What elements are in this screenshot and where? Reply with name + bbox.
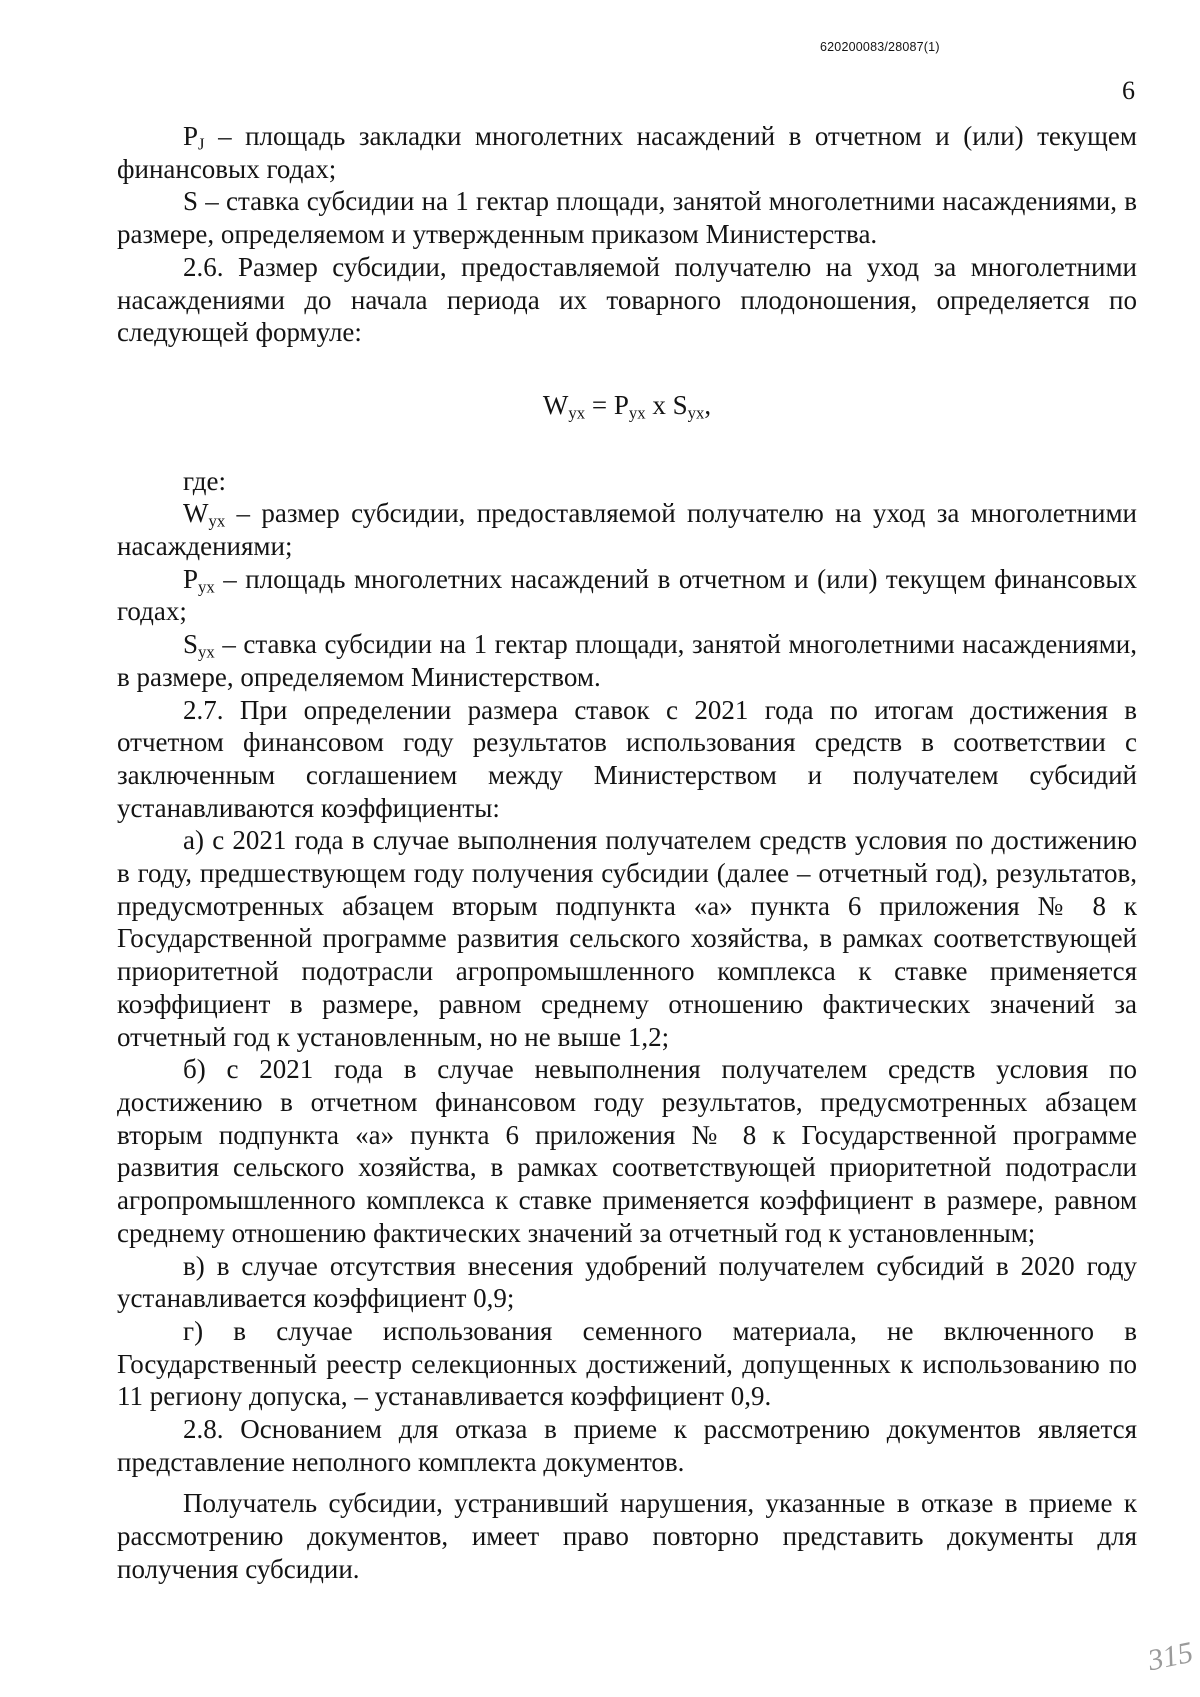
paragraph-item-b: б) с 2021 года в случае невыполнения получателем средств условия по достижению в отчетном финансовом году результатов, предусмотренных абзацем вторым подпункта «а» пункта 6 приложения № 8 к Государственной программе развития сельского хозяйства, в рамках соответствующей приоритетной подотрасли агропромышленного комплекса к ставке применяется коэффициент в размере, равном среднему отношению фактических значений за отчетный год к установленным;	[117, 1054, 1137, 1248]
formula-times: х	[645, 389, 673, 420]
formula-p-subscript: ух	[628, 403, 646, 423]
paragraph-text: – площадь закладки многолетних насаждений в отчетном и (или) текущем финансовых годах;	[117, 121, 1137, 184]
formula-s-subscript: ух	[687, 403, 705, 423]
paragraph-syx-definition	[117, 628, 1137, 693]
paragraph-text: – площадь многолетних насаждений в отчетном и (или) текущем финансовых годах;	[117, 563, 1137, 627]
paragraph-final: Получатель субсидии, устранивший нарушения, указанные в отказе в приеме к рассмотрению документов, имеет право повторно представить документы для получения субсидии.	[117, 1488, 1137, 1584]
formula	[117, 389, 1137, 422]
paragraph-item-a: а) с 2021 года в случае выполнения получателем средств условия по достижению в году, предшествующем году получения субсидии (далее – отчетный год), результатов, предусмотренных абзацем вторым подпункта «а» пункта 6 приложения № 8 к Государственной программе развития сельского хозяйства, в рамках соответствующей приоритетной подотрасли агропромышленного комплекса к ставке применяется коэффициент в размере, равном среднему отношению фактических значений за отчетный год к установленным, но не выше 1,2;	[117, 825, 1137, 1052]
var-p: P	[183, 563, 199, 594]
paragraph-item-g: г) в случае использования семенного материала, не включенного в Государственный реестр селекционных достижений, допущенных к использованию по 11 региону допуска, – устанавливается коэффициент 0,9.	[117, 1315, 1137, 1412]
paragraph-where: где:	[183, 465, 226, 496]
formula-s: S	[672, 389, 688, 420]
paragraph-pyx-definition	[117, 563, 1137, 628]
formula-w-subscript: ух	[568, 403, 586, 423]
paragraph-text: – размер субсидии, предоставляемой получателю на уход за многолетними насаждениями;	[117, 498, 1137, 562]
document-body	[117, 120, 1137, 1586]
formula-equals: =	[585, 389, 614, 420]
var-p: P	[183, 121, 199, 151]
paragraph-text: – ставка субсидии на 1 гектар площади, занятой многолетними насаждениями, в размере, определяемом Министерством.	[117, 629, 1137, 692]
var-w: W	[183, 498, 209, 529]
formula-p: P	[613, 389, 629, 420]
paragraph-2-7: 2.7. При определении размера ставок с 2021 года по итогам достижения в отчетном финансовом году результатов использования средств в соответствии с заключенным соглашением между Министерством и получателем субсидий устанавливаются коэффициенты:	[117, 694, 1137, 823]
paragraph-pj-definition	[117, 120, 1137, 185]
paragraph-2-8: 2.8. Основанием для отказа в приеме к рассмотрению документов является представление неполного комплекта документов.	[117, 1414, 1137, 1477]
paragraph-2-6: 2.6. Размер субсидии, предоставляемой получателю на уход за многолетними насаждениями до начала периода их товарного плодоношения, определяется по следующей формуле:	[117, 251, 1137, 348]
var-w-subscript: ух	[208, 512, 226, 531]
paragraph-s-definition: S – ставка субсидии на 1 гектар площади, занятой многолетними насаждениями, в размере, определяемом и утвержденным приказом Министерства.	[117, 186, 1137, 250]
paragraph-wyx-definition	[117, 497, 1137, 562]
var-s-subscript: ух	[198, 642, 215, 662]
formula-end: ,	[704, 389, 712, 420]
var-p-subscript: J	[198, 134, 205, 154]
var-p-subscript: ух	[198, 577, 215, 597]
handwritten-page-mark: 315	[1144, 1635, 1196, 1678]
document-id: 620200083/28087(1)	[820, 40, 940, 54]
page-number: 6	[1122, 76, 1135, 105]
var-s: S	[183, 629, 199, 660]
paragraph-item-v: в) в случае отсутствия внесения удобрений получателем субсидий в 2020 году устанавливается коэффициент 0,9;	[117, 1250, 1137, 1314]
formula-w: W	[542, 389, 569, 420]
